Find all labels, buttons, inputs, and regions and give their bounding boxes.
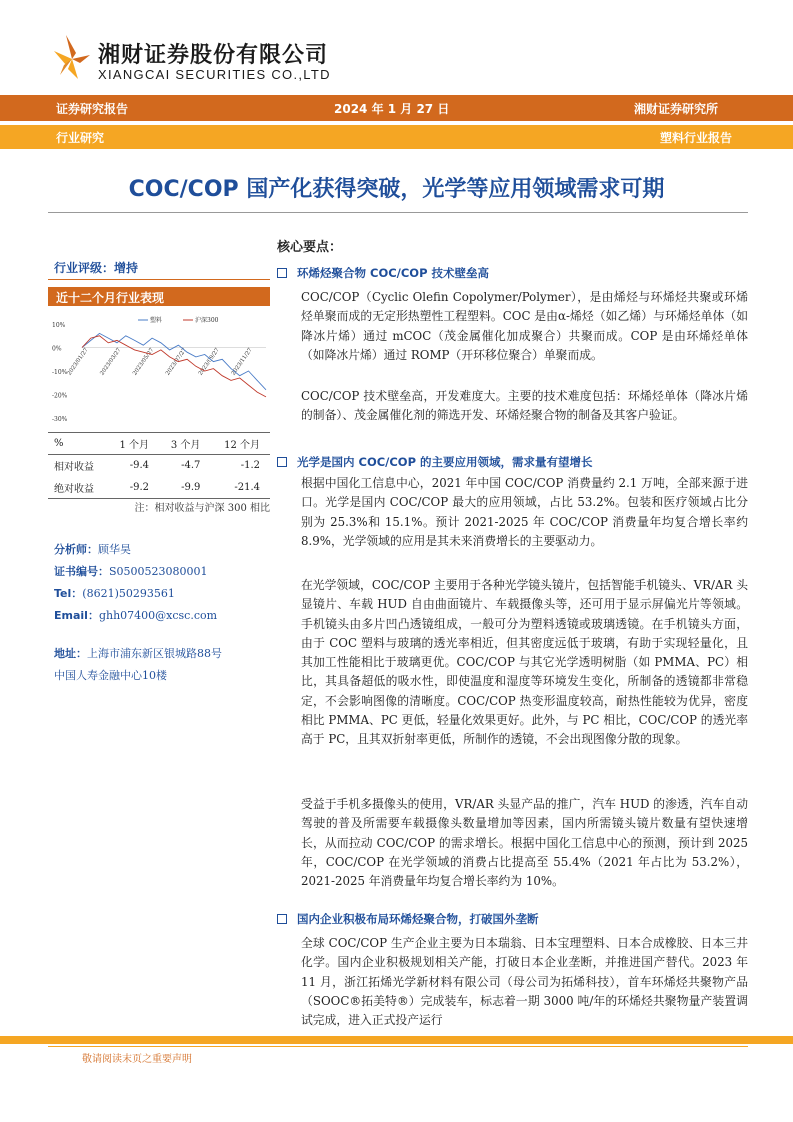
email [54, 607, 217, 623]
footer-band [0, 1036, 793, 1044]
title-divider [48, 212, 748, 213]
rating-divider [48, 279, 270, 280]
disclaimer-notice: 敬请阅读末页之重要声明 [82, 1054, 192, 1065]
x-tick-label: 2023/09/27 [197, 347, 221, 377]
table-header-cell: % [48, 433, 108, 455]
x-tick-label: 2023/07/27 [164, 347, 189, 377]
paragraph: 受益于手机多摄像头的使用，VR/AR 头显产品的推广，汽车 HUD 的渗透，汽车自动驾驶的普及所需要车载摄像头数量增加等因素，国内所需镜头镜片数量有望快速增长，从而拉动 COC/COP 的需求增长。根据中国化工信息中心的预测，预计到 2025 年，COC/COP 在光学领域的消费占比提高至 55.4%（2021 年占比为 53.2%），2021-2025 年消费量年均复合增长率约为 10%。 [301, 797, 748, 889]
company-name-en: XIANGCAI SECURITIES CO.,LTD [98, 67, 331, 82]
legend-label: 塑料 [150, 317, 163, 324]
table-note: 注：相对收益与沪深 300 相比 [134, 503, 270, 514]
report-title: COC/COP 国产化获得突破，光学等应用领域需求可期 [128, 177, 665, 202]
checkbox-bullet-icon [277, 914, 287, 924]
checkbox-bullet-icon [277, 457, 287, 467]
y-tick-label: 0% [52, 345, 62, 353]
table-cell: -21.4 [210, 477, 270, 499]
performance-header [48, 287, 270, 306]
table-cell: -1.2 [240, 460, 260, 472]
table-row [48, 455, 270, 477]
research-category: 行业研究 [56, 131, 105, 145]
email-address[interactable]: ghh07400@xcsc.com [98, 609, 218, 622]
performance-title: 近十二个月行业表现 [56, 291, 165, 305]
performance-table [48, 432, 270, 499]
company-name-cn: 湘财证券股份有限公司 [98, 43, 329, 68]
table-row [48, 477, 270, 499]
y-tick-label: 10% [52, 322, 66, 329]
industry-report: 塑料行业报告 [660, 131, 733, 145]
x-tick-label: 2023/01/27 [66, 347, 90, 377]
certificate [54, 563, 208, 579]
table-cell: -4.7 [181, 460, 201, 472]
report-date: 2024 年 1 月 27 日 [334, 102, 450, 116]
analyst-label: 分析师： [54, 543, 98, 556]
paragraph: 在光学领域，COC/COP 主要用于各种光学镜头镜片，包括智能手机镜头、VR/AR 头显镜片、车载 HUD 自由曲面镜片、车载摄像头等，还可用于显示屏偏光片等领域。手机镜头由多片凹凸透镜组成，一般可分为塑料透镜或玻璃透镜。在手机镜头方面，由于 COC 塑料与玻璃的透光率相近，但其密度远低于玻璃，有助于实现轻量化，且其加工性能相比于玻璃更优。COC/COP 与其它光学透明树脂（如 PMMA、PC）相比，其具备超低的吸水性，即使温度和湿度等环境发生变化，所制备的透镜都非常稳定，不会影响图像的清晰度。COC/COP 热变形温度较高，耐热性能较为优异，密度相比 PMMA、PC 更低，轻量化效果更好。此外，与 PC 相比，COC/COP 的透光率高于 PC，且其双折射率更低，所制作的透镜，不会出现图像分散的现象。 [301, 578, 748, 747]
paragraph: COC/COP 技术壁垒高，开发难度大。主要的技术难度包括：环烯烃单体（降冰片烯的制备）、茂金属催化剂的筛选开发、环烯烃聚合物的制备及其客户验证。 [301, 389, 748, 423]
telephone-number: (8621)50293561 [82, 587, 175, 600]
certificate-number: S0500523080001 [109, 565, 208, 578]
table-header-cell: 3 个月 [159, 433, 210, 455]
section-heading-text: 国内企业积极布局环烯烃聚合物，打破国外垄断 [297, 912, 539, 926]
y-tick-label: -10% [52, 369, 68, 376]
address-line-1: 上海市浦东新区银城路88号 [87, 647, 222, 660]
section-heading [277, 911, 539, 927]
table-header-row [48, 433, 270, 455]
x-tick-label: 2023/11/27 [230, 347, 254, 377]
certificate-label: 证书编号： [54, 565, 109, 578]
analyst [54, 541, 131, 557]
telephone-label: Tel： [54, 587, 83, 600]
legend-label: 沪深300 [195, 317, 219, 324]
institute-name: 湘财证券研究所 [634, 102, 719, 116]
report-type: 证券研究报告 [56, 102, 129, 116]
y-tick-label: -20% [52, 392, 68, 400]
table-header-cell: 12 个月 [210, 433, 270, 455]
section-heading [277, 265, 489, 281]
table-cell: -9.2 [108, 477, 159, 499]
paragraph: COC/COP（Cyclic Olefin Copolymer/Polymer），是由烯烃与环烯烃共聚或环烯烃单聚而成的无定形热塑性工程塑料。COC 是由α-烯烃（如乙烯）与环烯烃单体（如降冰片烯）通过 mCOC（茂金属催化加成聚合）共聚而成。COP 是由环烯烃单体（如降冰片烯）通过 ROMP（开环移位聚合）单聚而成。 [301, 290, 748, 362]
section-heading [277, 454, 593, 470]
telephone [54, 585, 175, 601]
footer-divider [48, 1046, 748, 1047]
section-heading-text: 环烯烃聚合物 COC/COP 技术壁垒高 [297, 266, 490, 280]
table-cell: 相对收益 [54, 462, 94, 474]
analyst-name: 顾华昊 [98, 543, 131, 556]
address-label: 地址： [54, 647, 87, 660]
table-cell: -9.4 [129, 460, 150, 472]
paragraph: 根据中国化工信息中心，2021 年中国 COC/COP 消费量约 2.1 万吨，全部来源于进口。光学是国内 COC/COP 最大的应用领域，占比 53.2%。包装和医疗领域占比分别为 25.3%和 15.1%。预计 2021-2025 年 COC/COP 消费量年均复合增长率约 8.9%，光学领域的应用是其未来消费增长的主要驱动力。 [301, 476, 748, 548]
core-points-label: 核心要点： [277, 240, 343, 255]
y-tick-label: -30% [52, 416, 68, 423]
table-cell: -9.9 [159, 477, 210, 499]
industry-rating: 行业评级：增持 [54, 261, 139, 275]
checkbox-bullet-icon [277, 268, 287, 278]
performance-chart [48, 310, 270, 428]
address [54, 645, 222, 661]
table-header-cell: 1 个月 [108, 433, 159, 455]
paragraph: 全球 COC/COP 生产企业主要为日本瑞翁、日本宝理塑料、日本合成橡胶、日本三井化学。国内企业积极规划相关产能，打破日本企业垄断，并推进国产替代。2023 年 11 月，浙江拓烯光学新材料有限公司（母公司为拓烯科技），首车环烯烃共聚物产品（SOOC®拓美特®）完成装车，标志着一期 3000 吨/年的环烯烃共聚物量产装置调试完成，进入正式投产运行 [301, 936, 748, 1028]
email-label: Email： [54, 609, 99, 622]
table-cell: 绝对收益 [48, 477, 108, 499]
company-logo-icon [52, 33, 92, 83]
section-heading-text: 光学是国内 COC/COP 的主要应用领域，需求量有望增长 [297, 455, 593, 469]
address-line-2: 中国人寿金融中心10楼 [54, 669, 167, 682]
x-tick-label: 2023/05/27 [132, 347, 156, 377]
x-tick-label: 2023/03/27 [99, 347, 123, 377]
